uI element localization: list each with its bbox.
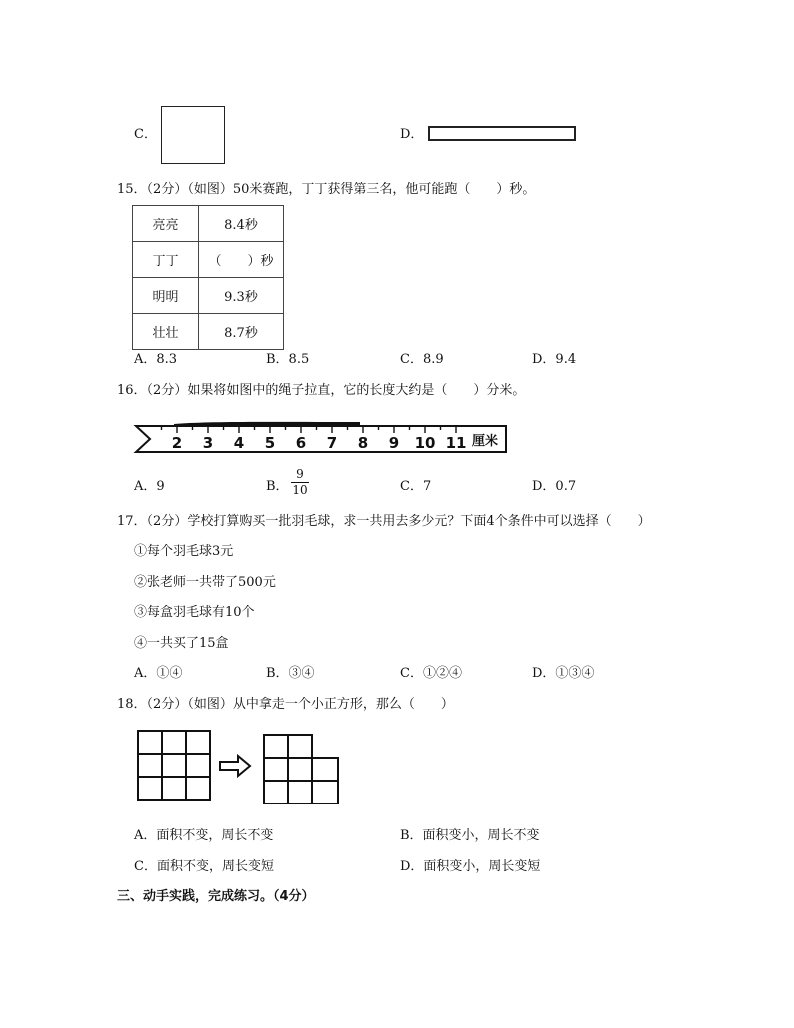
q18-grid-figure xyxy=(130,726,346,804)
q14-option-c-label: C． xyxy=(134,127,157,142)
q15-option-b: B．8.5 xyxy=(266,352,310,367)
q17-condition-1: ①每个羽毛球3元 xyxy=(134,544,234,559)
table-row xyxy=(133,278,284,314)
q16-option-c: C．7 xyxy=(400,479,432,494)
table-row xyxy=(133,314,284,350)
ruler-number-label: 9 xyxy=(388,434,400,452)
q17-stem: 17．（2分）学校打算购买一批羽毛球，求一共用去多少元？下面4个条件中可以选择（ ） xyxy=(117,514,651,529)
q15-option-a: A．8.3 xyxy=(134,352,178,367)
table-cell-name: 明明 xyxy=(133,278,199,314)
q16-option-a: A．9 xyxy=(134,479,165,494)
ruler-unit-label: 厘米 xyxy=(472,434,499,449)
q18-stem: 18．（2分）（如图）从中拿走一个小正方形，那么（ ） xyxy=(117,697,454,712)
q16-option-b-fraction xyxy=(291,468,309,497)
ruler-number-label: 8 xyxy=(357,434,369,452)
right-arrow-icon xyxy=(220,756,250,776)
table-row xyxy=(133,206,284,242)
q18-option-b: B．面积变小，周长不变 xyxy=(400,828,540,843)
ruler-number-label: 6 xyxy=(295,434,307,452)
fraction-denominator: 10 xyxy=(292,483,308,497)
section-3-title: 三、动手实践，完成练习。（4分） xyxy=(117,889,315,904)
q18-option-c: C．面积不变，周长变短 xyxy=(134,859,274,874)
ruler-number-label: 4 xyxy=(233,434,245,452)
table-cell-name: 丁丁 xyxy=(133,242,199,278)
q14-square-shape xyxy=(161,106,225,164)
ruler-number-label: 7 xyxy=(326,434,338,452)
q16-option-d: D．0.7 xyxy=(532,479,577,494)
table-cell-name: 亮亮 xyxy=(133,206,199,242)
q17-option-b: B．③④ xyxy=(266,666,315,681)
ruler-number-label: 2 xyxy=(171,434,183,452)
q17-condition-4: ④一共买了15盒 xyxy=(134,636,229,651)
ruler-number-label: 5 xyxy=(264,434,276,452)
grid-3x3-before xyxy=(138,731,210,800)
table-cell-time: 9.3秒 xyxy=(199,278,284,314)
q15-stem: 15．（2分）（如图）50米赛跑，丁丁获得第三名，他可能跑（ ）秒。 xyxy=(117,182,536,197)
q14-long-rectangle-shape xyxy=(428,126,576,141)
table-cell-time: 8.7秒 xyxy=(199,314,284,350)
q15-option-d: D．9.4 xyxy=(532,352,577,367)
q16-ruler-with-rope xyxy=(130,412,516,458)
q17-option-a: A．①④ xyxy=(134,666,183,681)
table-cell-name: 壮壮 xyxy=(133,314,199,350)
table-cell-time: （ ）秒 xyxy=(199,242,284,278)
ruler-number-label: 10 xyxy=(414,434,436,452)
q17-option-d: D．①③④ xyxy=(532,666,595,681)
table-row xyxy=(133,242,284,278)
q15-option-c: C．8.9 xyxy=(400,352,444,367)
q17-condition-3: ③每盒羽毛球有10个 xyxy=(134,605,255,620)
table-cell-time: 8.4秒 xyxy=(199,206,284,242)
q18-option-a: A．面积不变，周长不变 xyxy=(134,828,274,843)
q16-stem: 16．（2分）如果将如图中的绳子拉直，它的长度大约是（ ）分米。 xyxy=(117,383,526,398)
fraction-numerator: 9 xyxy=(296,467,304,481)
q15-race-table xyxy=(132,205,284,350)
ruler-number-label: 3 xyxy=(202,434,214,452)
q17-option-c: C．①②④ xyxy=(400,666,462,681)
q14-option-d-label: D． xyxy=(400,127,424,142)
q16-option-b-label: B． xyxy=(266,479,289,494)
grid-after-removal xyxy=(264,735,338,804)
q17-condition-2: ②张老师一共带了500元 xyxy=(134,575,276,590)
ruler-number-label: 11 xyxy=(445,434,467,452)
q18-option-d: D．面积变小，周长变短 xyxy=(400,859,541,874)
